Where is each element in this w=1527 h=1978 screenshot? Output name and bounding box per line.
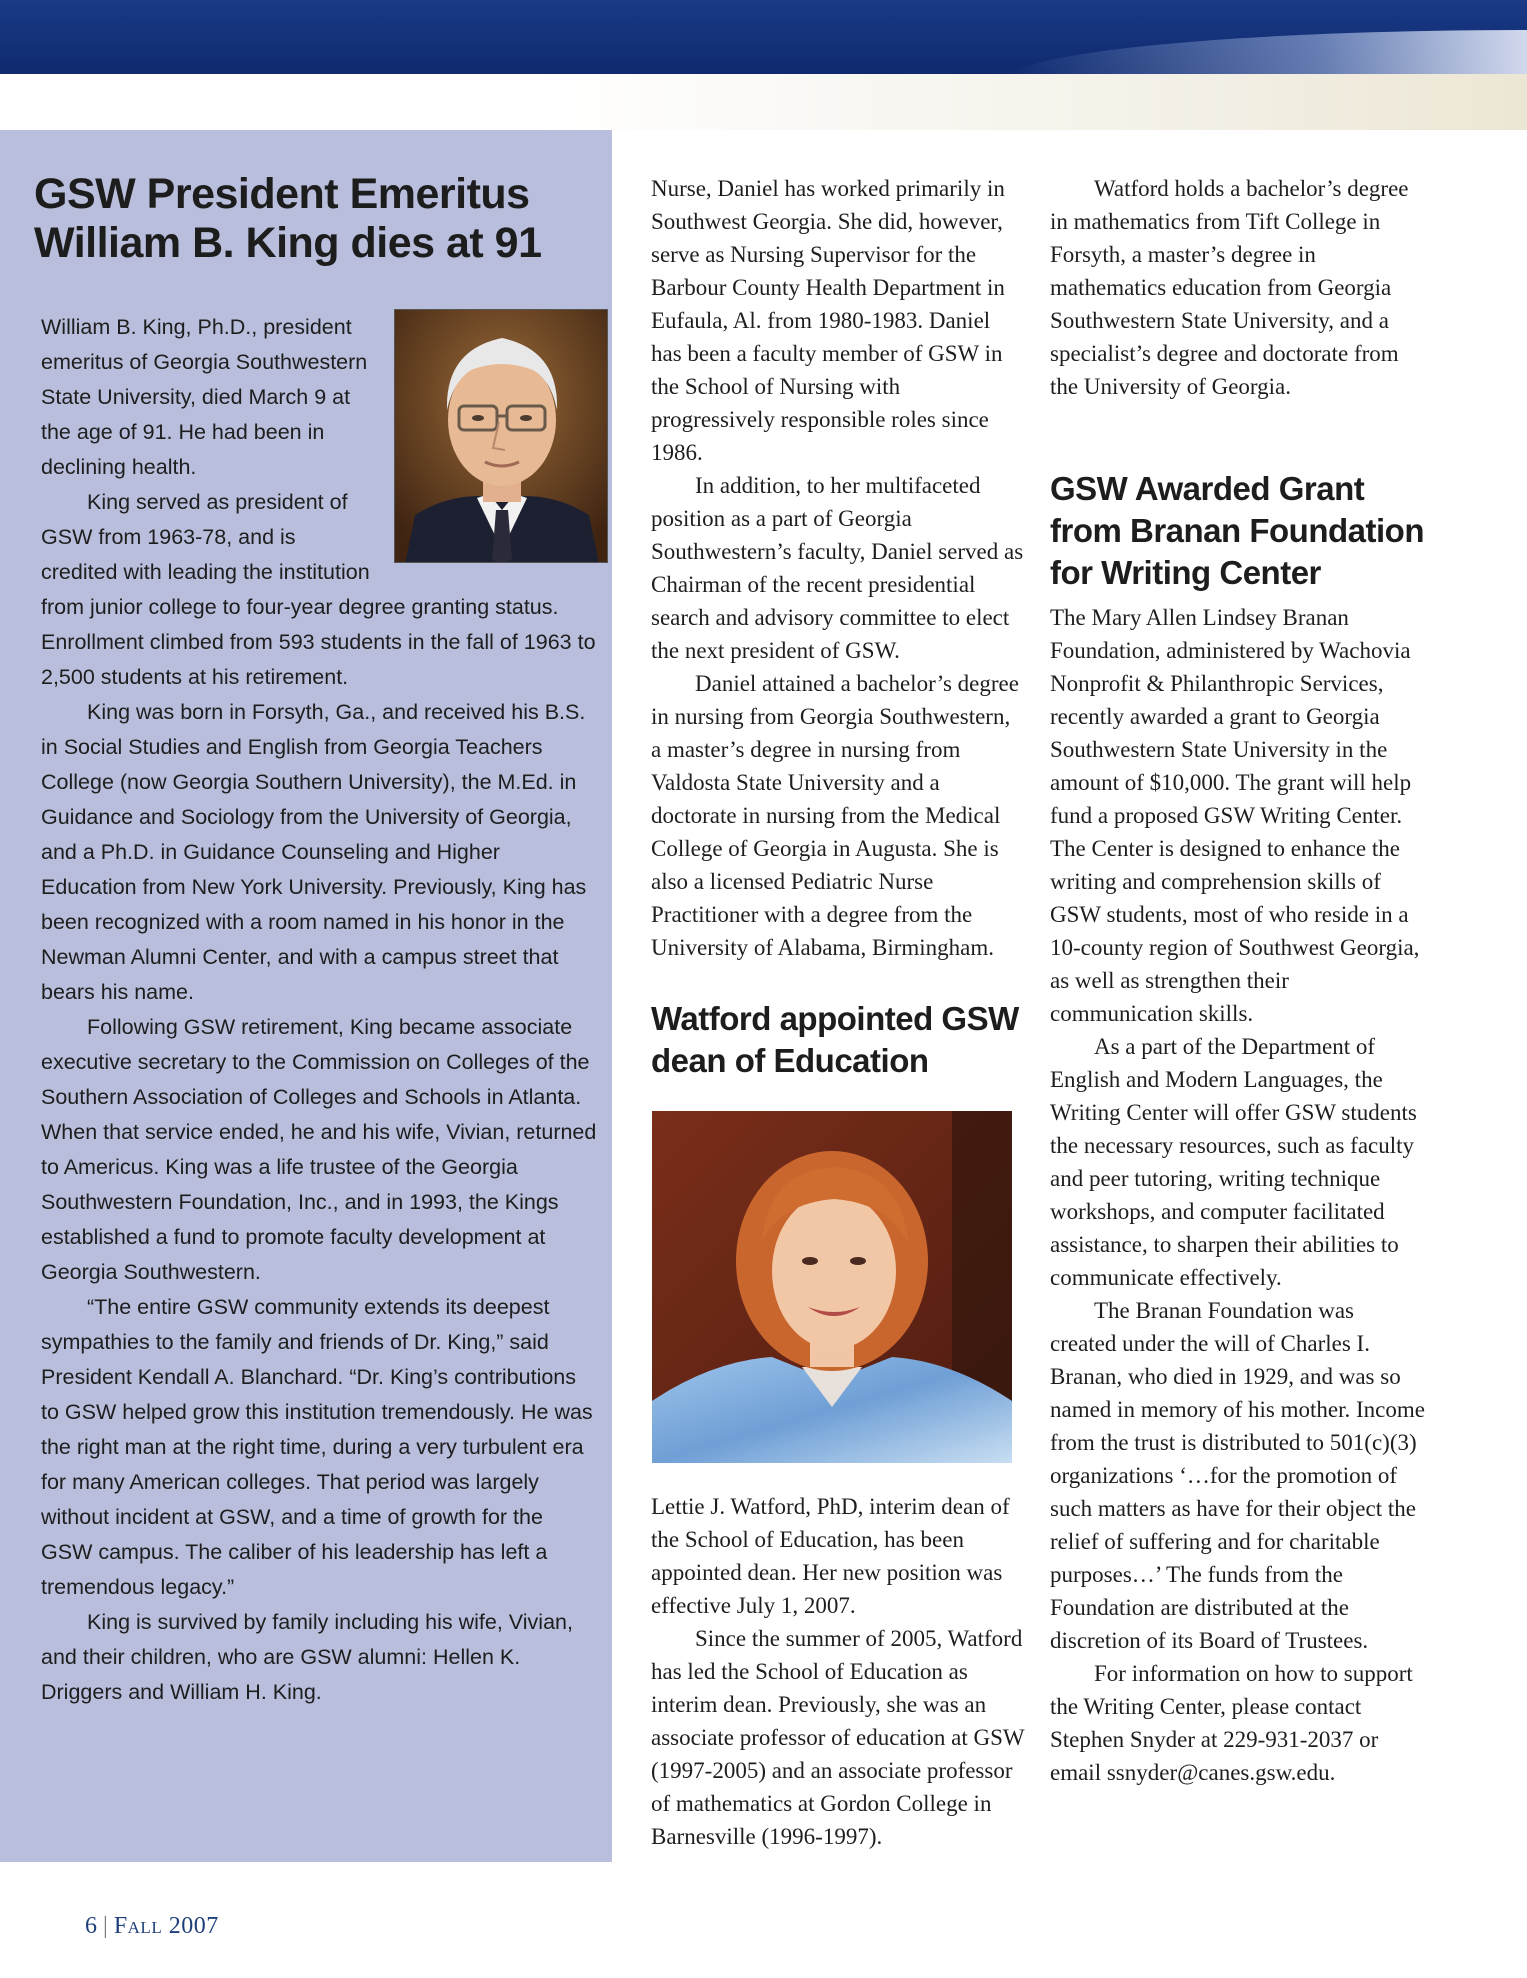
footer-separator: | — [103, 1913, 108, 1939]
watford-article-body — [651, 1490, 1026, 1853]
king-paragraph: “The entire GSW community extends its deepest sympathies to the family and friends of Dr. King,” said President Kendall A. Blanchard. “Dr. King’s contributions to GSW helped grow this institution tremendously. He was the right man at the right time, during a very turbulent era for many American colleges. That period was largely without incident at GSW, and a time of growth for the GSW campus. The caliber of his leadership has left a tremendous legacy.” — [41, 1295, 593, 1599]
portrait-spacer — [379, 310, 597, 560]
king-paragraph: King is survived by family including his wife, Vivian, and their children, who are GSW alumni: Hellen K. Driggers and William H. King. — [41, 1610, 573, 1704]
daniel-paragraph: Nurse, Daniel has worked primarily in Southwest Georgia. She did, however, serve as Nursing Supervisor for the Barbour County Health Department in Eufaula, Al. from 1980-1983. Daniel has been a faculty member of GSW in the School of Nursing with progressively responsible roles since 1986. — [651, 176, 1005, 465]
king-paragraph: King served as president of GSW from 1963-78, and is credited with leading the institution from junior college to four-year degree granting status. Enrollment climbed from 593 students in the fall of 1963 to 2,500 students at his retirement. — [41, 490, 596, 689]
page-footer — [85, 1913, 219, 1940]
issue-label: Fall 2007 — [113, 1913, 219, 1939]
watford-paragraph: Lettie J. Watford, PhD, interim dean of the School of Education, has been appointed dean. Her new position was effective July 1, 2007. — [651, 1494, 1010, 1618]
watford-article-continued — [1050, 172, 1425, 403]
header-fade — [0, 74, 1527, 130]
watford-photo — [652, 1111, 1012, 1463]
grant-paragraph: The Branan Foundation was created under the will of Charles I. Branan, who died in 1929, and was so named in memory of his mother. Income from the trust is distributed to 501(c)(3) organizations ‘…for the promotion of such matters as have for their object the relief of suffering and for charitable purposes…’ The funds from the Foundation are distributed at the discretion of its Board of Trustees. — [1050, 1298, 1425, 1653]
king-paragraph: Following GSW retirement, King became associate executive secretary to the Commission on Colleges of the Southern Association of Colleges and Schools in Atlanta. When that service ended, he and his wife, Vivian, returned to Americus. King was a life trustee of the Georgia Southwestern Foundation, Inc., and in 1993, the Kings established a fund to promote faculty development at Georgia Southwestern. — [41, 1015, 597, 1284]
daniel-paragraph: Daniel attained a bachelor’s degree in nursing from Georgia Southwestern, a master’s degree in nursing from Valdosta State University and a doctorate in nursing from the Medical College of Georgia in Augusta. She is also a licensed Pediatric Nurse Practitioner with a degree from the University of Alabama, Birmingham. — [651, 671, 1019, 960]
watford-paragraph: Since the summer of 2005, Watford has led the School of Education as interim dean. Previously, she was an associate professor of education at GSW (1997-2005) and an associate professor of mathematics at Gordon College in Barnesville (1996-1997). — [651, 1626, 1025, 1849]
king-paragraph: William B. King, Ph.D., president emeritus of Georgia Southwestern State University, died March 9 at the age of 91. He had been in declining health. — [41, 315, 368, 479]
king-paragraph: King was born in Forsyth, Ga., and received his B.S. in Social Studies and English from Georgia Teachers College (now Georgia Southern University), the M.Ed. in Guidance and Sociology from the University of Georgia, and a Ph.D. in Guidance Counseling and Higher Education from New York University. Previously, King has been recognized with a room named in his honor in the Newman Alumni Center, and with a campus street that bears his name. — [41, 700, 587, 1004]
watford-headline: Watford appointed GSW dean of Education — [651, 1000, 1019, 1079]
watford-paragraph: Watford holds a bachelor’s degree in mathematics from Tift College in Forsyth, a master’s degree in mathematics education from Georgia Southwestern State University, and a specialist’s degree and doctorate from the University of Georgia. — [1050, 176, 1409, 399]
daniel-paragraph: In addition, to her multifaceted position as a part of Georgia Southwestern’s faculty, Daniel served as Chairman of the recent presidential search and advisory committee to elect the next president of GSW. — [651, 473, 1024, 663]
grant-paragraph: The Mary Allen Lindsey Branan Foundation, administered by Wachovia Nonprofit & Philanthropic Services, recently awarded a grant to Georgia Southwestern State University in the amount of $10,000. The grant will help fund a proposed GSW Writing Center. The Center is designed to enhance the writing and comprehension skills of GSW students, most of who reside in a 10-county region of Southwest Georgia, as well as strengthen their communication skills. — [1050, 605, 1420, 1026]
grant-paragraph: For information on how to support the Writing Center, please contact Stephen Snyder at 229-931-2037 or email ssnyder@canes.gsw.edu. — [1050, 1661, 1413, 1785]
header-band — [0, 0, 1527, 74]
king-article-body — [41, 310, 597, 1710]
grant-article-body — [1050, 601, 1425, 1789]
king-headline: GSW President Emeritus William B. King dies at 91 — [34, 170, 542, 267]
watford-photo-illustration — [652, 1111, 1012, 1463]
grant-headline: GSW Awarded Grant from Branan Foundation for Writing Center — [1050, 470, 1424, 591]
grant-paragraph: As a part of the Department of English and Modern Languages, the Writing Center will offer GSW students the necessary resources, such as faculty and peer tutoring, writing technique workshops, and computer facilitated assistance, to sharpen their abilities to communicate effectively. — [1050, 1034, 1417, 1290]
header-band-swoosh — [1007, 30, 1527, 80]
page-number: 6 — [85, 1913, 97, 1939]
daniel-article-continued — [651, 172, 1026, 964]
